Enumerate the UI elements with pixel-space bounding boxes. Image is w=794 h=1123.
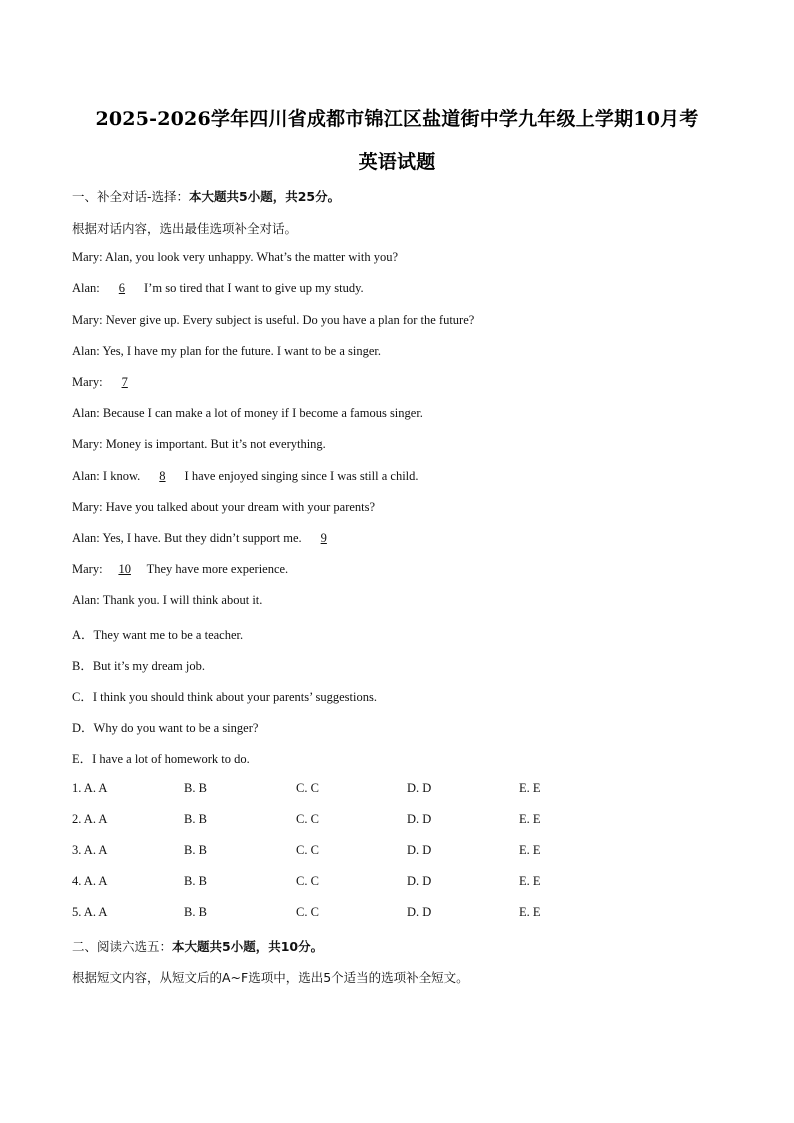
option-c[interactable]: C. C — [296, 874, 319, 888]
section1-heading-prefix: 一、补全对话-选择： — [72, 189, 190, 204]
blank-7[interactable]: 7 — [121, 375, 128, 389]
dialogue-text: Have you talked about your dream with your parents? — [105, 500, 376, 514]
option-e[interactable]: E. E — [519, 812, 541, 826]
option-b[interactable]: B. B — [184, 905, 207, 919]
speaker: Alan: — [72, 281, 100, 295]
dialogue-line — [72, 562, 288, 577]
speaker: Mary: — [72, 375, 103, 389]
speaker: Alan: — [72, 469, 100, 483]
question-number-option-a[interactable]: 3. A. A — [72, 843, 108, 857]
option-b[interactable]: B. B — [184, 843, 207, 857]
dialogue-text: I know. — [102, 469, 141, 483]
section2-heading-prefix: 二、阅读六选五： — [72, 939, 173, 954]
dialogue-text: Money is important. But it’s not everything. — [105, 437, 326, 451]
speaker: Mary: — [72, 250, 103, 264]
speaker: Mary: — [72, 437, 103, 451]
option-b[interactable]: B. B — [184, 874, 207, 888]
option-e[interactable]: E. E — [519, 781, 541, 795]
section1-instruction: 根据对话内容，选出最佳选项补全对话。 — [72, 221, 298, 236]
dialogue-line — [72, 469, 419, 484]
section2-instruction: 根据短文内容，从短文后的A~F选项中，选出5个适当的选项补全短文。 — [72, 970, 469, 985]
speaker: Alan: — [72, 593, 100, 607]
dialogue-text: Because I can make a lot of money if I become a famous singer. — [102, 406, 423, 420]
question-number-option-a[interactable]: 2. A. A — [72, 812, 108, 826]
exam-title-line2: 英语试题 — [358, 151, 436, 173]
dialogue-line — [72, 531, 343, 546]
option-c[interactable]: C. C — [296, 843, 319, 857]
dialogue-text: Thank you. I will think about it. — [102, 593, 263, 607]
dialogue-line — [72, 344, 381, 359]
dialogue-line — [72, 250, 398, 265]
option-d[interactable]: D. D — [407, 905, 432, 919]
choice-c: C．I think you should think about your parents’ suggestions. — [72, 690, 377, 704]
dialogue-line — [72, 406, 423, 421]
question-number-option-a[interactable]: 4. A. A — [72, 874, 108, 888]
dialogue-text: I have enjoyed singing since I was still a child. — [184, 469, 419, 483]
speaker: Mary: — [72, 313, 103, 327]
blank-10[interactable]: 10 — [118, 562, 131, 576]
speaker: Alan: — [72, 344, 100, 358]
dialogue-line — [72, 437, 326, 452]
dialogue-line — [72, 375, 144, 390]
question-number-option-a[interactable]: 5. A. A — [72, 905, 108, 919]
section2-heading — [72, 937, 323, 955]
option-b[interactable]: B. B — [184, 781, 207, 795]
option-d[interactable]: D. D — [407, 781, 432, 795]
option-e[interactable]: E. E — [519, 843, 541, 857]
speaker: Alan: — [72, 531, 100, 545]
blank-9[interactable]: 9 — [320, 531, 327, 545]
option-e[interactable]: E. E — [519, 905, 541, 919]
option-d[interactable]: D. D — [407, 843, 432, 857]
dialogue-text: Yes, I have. But they didn’t support me. — [102, 531, 302, 545]
dialogue-text: Yes, I have my plan for the future. I want to be a singer. — [102, 344, 381, 358]
dialogue-text: I’m so tired that I want to give up my study. — [144, 281, 364, 295]
choice-b: B．But it’s my dream job. — [72, 659, 205, 673]
exam-title-line1: 2025-2026学年四川省成都市锦江区盐道街中学九年级上学期10月考 — [95, 108, 699, 130]
section1-heading-bold: 本大题共5小题，共25分。 — [189, 189, 341, 204]
option-c[interactable]: C. C — [296, 812, 319, 826]
choice-a: A．They want me to be a teacher. — [72, 628, 244, 642]
speaker: Alan: — [72, 406, 100, 420]
choice-e: E．I have a lot of homework to do. — [72, 752, 250, 766]
option-d[interactable]: D. D — [407, 812, 432, 826]
speaker: Mary: — [72, 562, 103, 576]
section1-heading — [72, 187, 340, 205]
dialogue-text: They have more experience. — [146, 562, 289, 576]
blank-6[interactable]: 6 — [118, 281, 126, 295]
option-d[interactable]: D. D — [407, 874, 432, 888]
dialogue-line — [72, 593, 262, 608]
dialogue-text: Never give up. Every subject is useful. Do you have a plan for the future? — [105, 313, 475, 327]
question-number-option-a[interactable]: 1. A. A — [72, 781, 108, 795]
option-c[interactable]: C. C — [296, 905, 319, 919]
dialogue-text: Alan, you look very unhappy. What’s the matter with you? — [105, 250, 398, 264]
option-b[interactable]: B. B — [184, 812, 207, 826]
dialogue-line — [72, 281, 364, 296]
section2-heading-bold: 本大题共5小题，共10分。 — [172, 939, 324, 954]
choice-d: D．Why do you want to be a singer? — [72, 721, 259, 735]
blank-8[interactable]: 8 — [159, 469, 166, 483]
option-c[interactable]: C. C — [296, 781, 319, 795]
dialogue-line — [72, 500, 375, 515]
option-e[interactable]: E. E — [519, 874, 541, 888]
dialogue-line — [72, 313, 474, 328]
speaker: Mary: — [72, 500, 103, 514]
